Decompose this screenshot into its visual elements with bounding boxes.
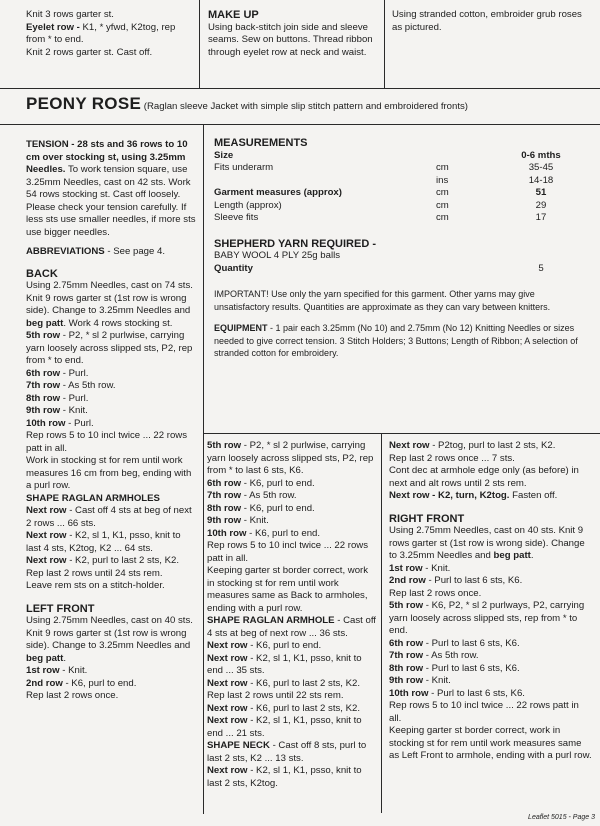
size-label: Size [214,149,234,161]
back-row-6-text: - Purl. [60,367,89,379]
back-row-6-label: 6th row [26,367,61,379]
mid-keep: Keeping garter st border correct, work in stocking st for rem until work measures same as Back to armholes, ending with a purl row. [207,565,369,614]
abbr-bold: ABBREVIATIONS [26,246,105,257]
right-row-10-label: 10th row [389,687,429,699]
raglan-row-2-label: Next row [26,530,67,541]
top-col-2 [208,9,380,59]
equipment-para [214,322,592,360]
raglan-row-3 [26,555,198,568]
tension-bold: TENSION - 28 sts and 36 rows to 10 cm over stocking st, using 3.25mm Needles. [26,139,188,175]
measurement-unit: cm [436,199,449,211]
right-row-7-label: 7th row [389,650,424,661]
makeup-heading: MAKE UP [208,9,259,21]
back-row-6 [26,368,198,381]
back-intro [26,280,198,330]
right-row-8-text: - Purl to last 6 sts, K6. [423,662,520,674]
right-row-2-text: - Purl to last 6 sts, K6. [425,575,523,586]
yarn-sub: BABY WOOL 4 PLY 25g balls [214,250,341,261]
mid-raglan-text: - Cast off 4 sts at beg of next row ... 36 sts. [207,615,376,639]
mid-row-7 [207,490,378,503]
right-row-5-text: - K6, P2, * sl 2 purlways, P2, carrying yarn loosely across slipped sts, rep from * to end. [389,600,585,636]
mid-row-10-text: - K6, purl to end. [246,527,321,539]
measurement-value: 29 [535,199,547,211]
right-row-7-text: - As 5th row. [423,650,479,661]
measurement-value: 17 [535,212,547,223]
left-front-row-1 [26,665,198,678]
mid-next-7-label: Next row [207,765,248,776]
right-row-7 [389,650,593,663]
divider-title-bottom [0,124,600,125]
mid-row-5 [207,440,378,478]
mid-next-2 [207,653,378,678]
right-front-intro-a: Using 2.75mm Needles, cast on 40 sts. Knit 9 rows garter st (1st row is wrong side). Change to 3.25mm Needles and [389,525,585,561]
raglan-leave: Leave rem sts on a stitch-holder. [26,580,165,591]
raglan-repeat: Rep last 2 rows until 24 sts rem. [26,567,163,579]
quantity-value: 5 [538,262,544,274]
mid-row-5-label: 5th row [207,440,242,451]
right-next-1-label: Next row [389,440,430,451]
measurement-row [214,187,592,200]
mid-repeat: Rep rows 5 to 10 incl twice ... 22 rows patt in all. [207,540,369,564]
right-column [389,440,593,763]
back-row-10-label: 10th row [26,417,66,429]
right-row-9-label: 9th row [389,675,424,686]
back-row-7-text: - As 5th row. [60,380,116,391]
right-row-2-label: 2nd row [389,575,426,586]
divider-top-2 [384,0,385,88]
left-front-intro-a: Using 2.75mm Needles, cast on 40 sts. Knit 9 rows garter st (1st row is wrong side). Change to 3.25mm Needles and [26,615,193,651]
measurement-value: 35-45 [528,162,554,173]
right-row-9-text: - Knit. [423,675,451,686]
top-col-1 [26,9,196,59]
measurement-unit: ins [436,174,449,186]
equipment-text: - 1 pair each 3.25mm (No 10) and 2.75mm (No 12) Knitting Needles or sizes needed to give correct tension. 3 Stitch Holders; 3 Buttons; Length of Ribbon; A selection of stranded cotton for embroidery. [214,323,578,358]
mid-row-10-label: 10th row [207,527,247,539]
divider-mid [203,433,600,434]
right-row-1-label: 1st row [389,562,423,574]
measurement-rows [214,162,592,225]
measurement-row [214,175,592,188]
right-row-2 [389,575,593,588]
right-repeat-2: Rep last 2 rows once. [389,587,482,599]
back-row-7 [26,380,198,393]
right-next-1 [389,440,593,453]
quantity-unit [436,263,506,276]
right-front-intro-c: . [530,550,534,561]
mid-next-7-text: - K2, sl 1, K1, psso, knit to last 2 sts, K2tog. [207,765,362,789]
measurement-unit: cm [436,187,449,198]
mid-neck-text: - Cast off 8 sts, purl to last 2 sts, K2 ... 13 sts. [207,740,367,764]
divider-title-top [0,88,600,89]
abbreviations-para [26,246,198,259]
measurement-row [214,212,592,225]
raglan-row-3-label: Next row [26,555,67,566]
mid-row-9-text: - Knit. [241,515,269,526]
mid-next-5 [207,703,378,716]
back-repeat: Rep rows 5 to 10 incl twice ... 22 rows patt in all. [26,430,188,454]
right-row-5 [389,600,593,638]
important-note: IMPORTANT! Use only the yarn specified for this garment. Other yarns may give unsatisfactory results. Quantities are approximate as they can vary between knitters. [214,289,551,312]
back-intro-a: Using 2.75mm Needles, cast on 74 sts. Knit 9 rows garter st (1st row is wrong side). Change to 3.25mm Needles and [26,280,193,316]
mid-next-1-label: Next row [207,640,248,651]
mid-row-6-label: 6th row [207,477,242,489]
left-front-repeat: Rep last 2 rows once. [26,690,119,701]
back-row-9-text: - Knit. [60,405,88,416]
left-front-row-2-label: 2nd row [26,677,63,689]
size-row [214,150,592,163]
mid-next-6-label: Next row [207,715,248,726]
left-front-intro [26,615,198,665]
divider-top-1 [199,0,200,88]
mid-row-6 [207,478,378,491]
mid-raglan [207,615,378,640]
mid-row-9 [207,515,378,528]
right-keep: Keeping garter st border correct, work in stocking st for rem until work measures same as Left Front to armhole, ending with a purl row. [389,725,592,761]
right-fasten [389,490,593,503]
right-front-heading: RIGHT FRONT [389,512,465,525]
back-heading: BACK [26,267,58,280]
top-col-3 [392,9,592,34]
right-row-1-text: - Knit. [422,562,451,574]
measurement-label: Length (approx) [214,199,282,211]
castoff-line: Knit 2 rows garter st. Cast off. [26,46,153,58]
right-row-6-text: - Purl to last 6 sts, K6. [423,637,520,649]
right-fasten-label: Next row - K2, turn, K2tog. [389,490,510,501]
eyelet-label: Eyelet row - [26,21,83,33]
left-front-heading: LEFT FRONT [26,602,95,615]
mid-row-9-label: 9th row [207,515,242,526]
right-row-1 [389,563,593,576]
raglan-row-1-label: Next row [26,505,67,516]
back-work: Work in stocking st for rem until work measures 16 cm from beg, ending with a purl row. [26,455,192,491]
back-row-10-text: - Purl. [65,417,94,429]
mid-next-3 [207,678,378,691]
measurement-label: Fits underarm [214,162,274,173]
right-row-5-label: 5th row [389,600,424,611]
right-row-6 [389,638,593,651]
mid-next-1 [207,640,378,653]
back-row-8-text: - Purl. [60,392,89,404]
mid-row-7-label: 7th row [207,490,242,501]
mid-next-3-text: - K6, purl to last 2 sts, K2. [247,677,361,689]
right-repeat-3: Rep rows 5 to 10 incl twice ... 22 rows patt in all. [389,700,579,724]
measurement-label: Sleeve fits [214,212,259,223]
measurement-row [214,200,592,213]
back-row-8 [26,393,198,406]
right-row-8 [389,663,593,676]
right-row-10 [389,688,593,701]
raglan-heading: SHAPE RAGLAN ARMHOLES [26,492,160,504]
mid-row-10 [207,528,378,541]
page-footer: Leaflet 5015 - Page 3 [528,814,595,821]
back-row-9 [26,405,198,418]
mid-row-5-text: - P2, * sl 2 purlwise, carrying yarn loosely across slipped sts, P2, rep from * to last 6 sts, K6. [207,440,374,476]
measurement-row [214,162,592,175]
measurement-value: 14-18 [528,174,554,186]
yarn-heading: SHEPHERD YARN REQUIRED - [214,237,376,250]
raglan-row-1-text: - Cast off 4 sts at beg of next 2 rows ... 66 sts. [26,505,192,529]
back-row-5-label: 5th row [26,330,61,341]
mid-row-8-label: 8th row [207,502,242,514]
equipment-label: EQUIPMENT [214,323,268,333]
mid-row-8-text: - K6, purl to end. [241,502,315,514]
abbr-text: - See page 4. [104,246,165,257]
mid-next-2-text: - K2, sl 1, K1, psso, knit to end ... 35 sts. [207,652,362,676]
raglan-row-1 [26,505,198,530]
raglan-row-3-text: - K2, purl to last 2 sts, K2. [66,555,180,566]
mid-next-6-text: - K2, sl 1, K1, psso, knit to end ... 21 sts. [207,715,362,739]
embroider-text: Using stranded cotton, embroider grub roses as pictured. [392,9,582,33]
back-intro-c: . Work 4 rows stocking st. [63,317,173,329]
right-front-intro [389,525,593,563]
raglan-row-2 [26,530,198,555]
eyelet-text: K1, * yfwd, K2tog, rep from * to end. [26,21,176,45]
left-column [26,139,198,703]
measurements-block [214,137,592,360]
mid-row-8 [207,503,378,516]
mid-neck-label: SHAPE NECK [207,740,270,751]
measurement-value: 51 [535,187,547,198]
back-row-9-label: 9th row [26,405,61,416]
title-main: PEONY ROSE [26,94,142,113]
divider-left [203,124,204,814]
pattern-title [26,94,596,114]
back-row-5-text: - P2, * sl 2 purlwise, carrying yarn loosely across slipped sts, P2, rep from * to end. [26,330,193,366]
right-row-8-label: 8th row [389,662,424,674]
measurement-unit: cm [436,162,449,173]
right-cont: Cont dec at armhole edge only (as before) in next and alt rows until 2 sts rem. [389,465,579,489]
left-front-intro-c: . [63,652,66,664]
mid-raglan-label: SHAPE RAGLAN ARMHOLE [207,615,335,626]
title-subtitle: (Raglan sleeve Jacket with simple slip stitch pattern and embroidered fronts) [143,101,469,112]
tension-text: To work tension square, use 3.25mm Needles, cast on 42 sts. Work 54 rows stocking st. Cast off loosely. Please check your tension carefully. If less sts use smaller needles, if more sts use bigger needles. [26,164,196,238]
quantity-row [214,263,592,276]
mid-repeat-2: Rep last 2 rows until 22 sts rem. [207,690,344,701]
right-next-1-text: - P2tog, purl to last 2 sts, K2. [429,440,556,451]
mid-row-6-text: - K6, purl to end. [241,477,315,489]
mid-neck [207,740,378,765]
back-row-7-label: 7th row [26,380,61,391]
left-front-row-2-text: - K6, purl to end. [62,677,137,689]
right-front-intro-b: beg patt [493,550,531,561]
mid-next-6 [207,715,378,740]
left-front-row-2 [26,678,198,691]
right-fasten-text: Fasten off. [509,490,558,501]
quantity-label: Quantity [214,262,253,274]
mid-next-5-label: Next row [207,702,248,714]
right-repeat: Rep last 2 rows once ... 7 sts. [389,452,515,464]
garter-line: Knit 3 rows garter st. [26,9,114,20]
mid-next-1-text: - K6, purl to end. [247,640,322,651]
back-row-8-label: 8th row [26,392,61,404]
mid-next-5-text: - K6, purl to last 2 sts, K2. [247,702,361,714]
measurement-label: Garment measures (approx) [214,187,342,198]
tension-para [26,139,198,239]
middle-column [207,440,378,790]
measurement-unit: cm [436,212,449,223]
right-row-6-label: 6th row [389,637,424,649]
right-row-9 [389,675,593,688]
mid-row-7-text: - As 5th row. [241,490,297,501]
makeup-text: Using back-stitch join side and sleeve seams. Sew on buttons. Thread ribbon through eyelet row at neck and waist. [208,21,373,58]
back-row-5 [26,330,198,368]
size-unit [436,150,506,163]
right-row-10-text: - Purl to last 6 sts, K6. [428,687,525,699]
left-front-intro-b: beg patt [26,652,64,664]
measurements-heading: MEASUREMENTS [214,137,308,149]
size-value: 0-6 mths [521,149,561,161]
mid-next-7 [207,765,378,790]
divider-lower [381,433,382,813]
measurement-label [214,175,436,188]
raglan-row-2-text: - K2, sl 1, K1, psso, knit to last 4 sts, K2tog, K2 ... 64 sts. [26,530,181,554]
left-front-row-1-label: 1st row [26,665,60,676]
left-front-row-1-text: - Knit. [59,665,88,676]
mid-next-3-label: Next row [207,677,248,689]
back-row-10 [26,418,198,431]
eyelet-line [26,22,196,47]
back-intro-b: beg patt [26,317,64,329]
mid-next-2-label: Next row [207,652,248,664]
